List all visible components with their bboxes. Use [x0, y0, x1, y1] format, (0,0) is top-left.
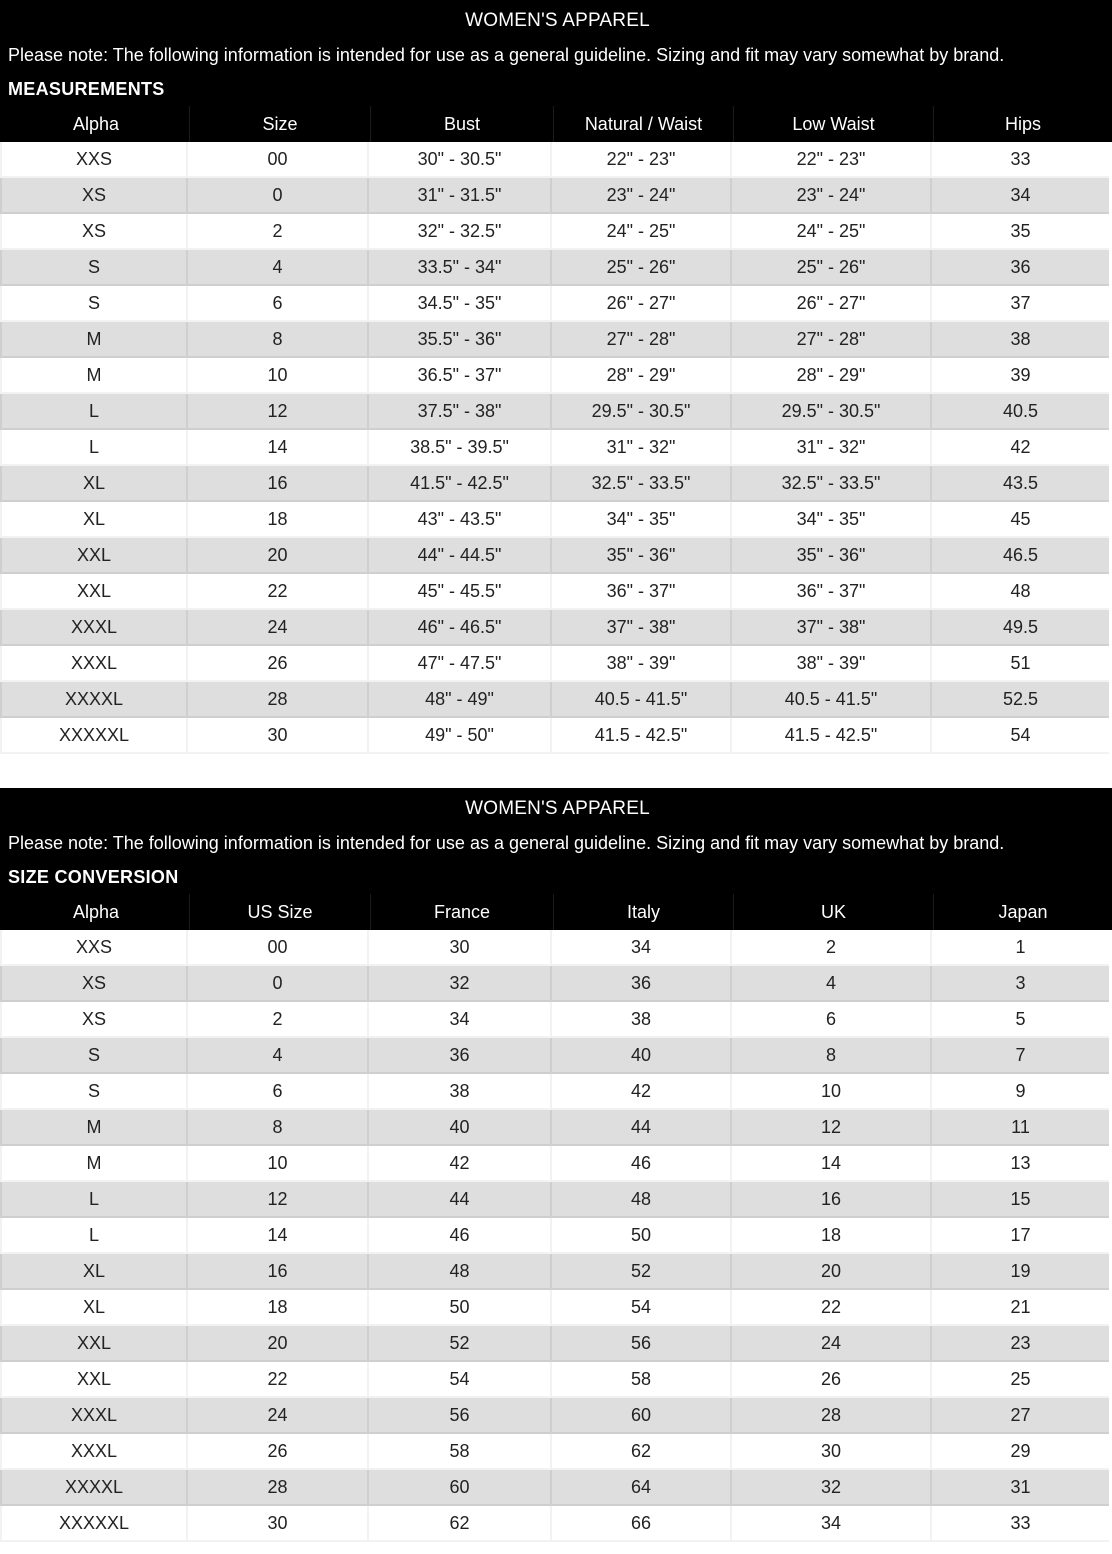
measurements-table-body [0, 142, 1109, 754]
guideline-note-secondary: Please note: The following information is intended for use as a general guideline. Sizing and fit may vary somewhat by brand. [8, 833, 1005, 853]
table-cell: 47" - 47.5" [367, 646, 550, 682]
table-cell: 10 [186, 358, 367, 394]
table-cell: L [0, 1218, 186, 1254]
table-cell: 8 [186, 1110, 367, 1146]
section-label-size-conversion: SIZE CONVERSION [8, 867, 179, 887]
table-cell: XL [0, 1290, 186, 1326]
table-cell: 52 [550, 1254, 730, 1290]
table-cell: 18 [186, 1290, 367, 1326]
table-cell: 40.5 - 41.5" [730, 682, 930, 718]
column-header-hips: Hips [933, 106, 1112, 142]
page-title-secondary: WOMEN'S APPAREL [465, 798, 650, 819]
table-cell: S [0, 1038, 186, 1074]
table-cell: 28 [730, 1398, 930, 1434]
table-cell: L [0, 430, 186, 466]
table-cell: XS [0, 178, 186, 214]
table-row [0, 286, 1109, 322]
table-cell: 22 [186, 574, 367, 610]
table-cell: 54 [367, 1362, 550, 1398]
table-cell: 29.5" - 30.5" [550, 394, 730, 430]
table-cell: 52.5 [930, 682, 1109, 718]
table-cell: L [0, 1182, 186, 1218]
column-header-uk: UK [733, 894, 933, 930]
table-cell: XXXL [0, 646, 186, 682]
table-row [0, 358, 1109, 394]
table-cell: XXL [0, 574, 186, 610]
table-cell: M [0, 1146, 186, 1182]
table-cell: 24 [186, 610, 367, 646]
table-cell: XXL [0, 538, 186, 574]
column-header-us-size: US Size [189, 894, 370, 930]
table-cell: XS [0, 1002, 186, 1038]
column-header-alpha: Alpha [72, 902, 120, 922]
table-cell: XL [0, 502, 186, 538]
table-cell: 46 [367, 1218, 550, 1254]
table-row [0, 1362, 1109, 1398]
table-cell: 24 [730, 1326, 930, 1362]
table-cell: XXL [0, 1326, 186, 1362]
table-cell: 35 [930, 214, 1109, 250]
table-row [0, 1218, 1109, 1254]
table-row [0, 142, 1109, 178]
table-cell: 40 [367, 1110, 550, 1146]
table-cell: 8 [730, 1038, 930, 1074]
guideline-note: Please note: The following information is intended for use as a general guideline. Sizing and fit may vary somewhat by brand. [8, 45, 1005, 65]
table-cell: 31" - 32" [730, 430, 930, 466]
table-row [0, 718, 1109, 754]
table-cell: M [0, 322, 186, 358]
table-cell: 37" - 38" [550, 610, 730, 646]
column-header-bust: Bust [370, 106, 553, 142]
table-cell: XS [0, 966, 186, 1002]
table-cell: 4 [186, 250, 367, 286]
table-cell: 62 [367, 1506, 550, 1542]
table-cell: 17 [930, 1218, 1109, 1254]
table-cell: 9 [930, 1074, 1109, 1110]
table-cell: 20 [186, 538, 367, 574]
table-cell: L [0, 394, 186, 430]
table-cell: 21 [930, 1290, 1109, 1326]
table-cell: XS [0, 214, 186, 250]
table-row [0, 1146, 1109, 1182]
table-cell: XXXL [0, 610, 186, 646]
table-cell: 42 [550, 1074, 730, 1110]
table-cell: 26 [186, 646, 367, 682]
table-row [0, 1002, 1109, 1038]
table-cell: 16 [730, 1182, 930, 1218]
table-cell: 23" - 24" [550, 178, 730, 214]
table-cell: 30 [367, 930, 550, 966]
table-cell: 3 [930, 966, 1109, 1002]
table-cell: 56 [550, 1326, 730, 1362]
table-cell: 4 [186, 1038, 367, 1074]
table-row [0, 1074, 1109, 1110]
table-cell: 60 [550, 1398, 730, 1434]
table-cell: 22" - 23" [550, 142, 730, 178]
table-cell: 26" - 27" [730, 286, 930, 322]
table-cell: 34.5" - 35" [367, 286, 550, 322]
table-cell: 48 [930, 574, 1109, 610]
table-cell: 13 [930, 1146, 1109, 1182]
table-cell: 54 [930, 718, 1109, 754]
table-cell: 34 [730, 1506, 930, 1542]
table-cell: 60 [367, 1470, 550, 1506]
table-cell: 39 [930, 358, 1109, 394]
table-cell: 22 [730, 1290, 930, 1326]
table-row [0, 214, 1109, 250]
table-row [0, 250, 1109, 286]
table-row [0, 502, 1109, 538]
table-cell: 54 [550, 1290, 730, 1326]
table-cell: 48" - 49" [367, 682, 550, 718]
table-cell: 37.5" - 38" [367, 394, 550, 430]
table-row [0, 1326, 1109, 1362]
table-cell: 27 [930, 1398, 1109, 1434]
table-cell: 26" - 27" [550, 286, 730, 322]
table-cell: 36 [367, 1038, 550, 1074]
table-cell: M [0, 1110, 186, 1146]
table-cell: 0 [186, 178, 367, 214]
table-cell: 30 [186, 718, 367, 754]
table-cell: 31 [930, 1470, 1109, 1506]
table-cell: 35" - 36" [730, 538, 930, 574]
table-cell: 32 [730, 1470, 930, 1506]
table-row [0, 1470, 1109, 1506]
table-row [0, 682, 1109, 718]
table-cell: 20 [186, 1326, 367, 1362]
table-cell: 50 [367, 1290, 550, 1326]
table-cell: 16 [186, 466, 367, 502]
measurements-table-block [0, 0, 1112, 754]
table-row [0, 1398, 1109, 1434]
table-row [0, 646, 1109, 682]
table-cell: 26 [186, 1434, 367, 1470]
table-cell: 14 [730, 1146, 930, 1182]
table-cell: 36" - 37" [550, 574, 730, 610]
size-conversion-table-body [0, 930, 1109, 1542]
column-header-france: France [370, 894, 553, 930]
table-cell: 2 [730, 930, 930, 966]
table-cell: 38" - 39" [550, 646, 730, 682]
table-cell: 36 [550, 966, 730, 1002]
table-cell: 00 [186, 930, 367, 966]
table-cell: 19 [930, 1254, 1109, 1290]
column-header-japan: Japan [933, 894, 1112, 930]
table-cell: 48 [550, 1182, 730, 1218]
table-cell: 45 [930, 502, 1109, 538]
table-cell: 44 [367, 1182, 550, 1218]
table-cell: 14 [186, 430, 367, 466]
table-cell: 40.5 [930, 394, 1109, 430]
table-row [0, 1182, 1109, 1218]
table-cell: 10 [730, 1074, 930, 1110]
table-row [0, 574, 1109, 610]
table-cell: 32.5" - 33.5" [550, 466, 730, 502]
table-cell: 22 [186, 1362, 367, 1398]
table-cell: 34 [930, 178, 1109, 214]
table-cell: 43" - 43.5" [367, 502, 550, 538]
table-cell: 38 [367, 1074, 550, 1110]
table-cell: 27" - 28" [730, 322, 930, 358]
column-header-natural-waist: Natural / Waist [553, 106, 733, 142]
table-cell: 28 [186, 1470, 367, 1506]
column-header-size: Size [189, 106, 370, 142]
table-cell: 45" - 45.5" [367, 574, 550, 610]
table-cell: XXXXXL [0, 718, 186, 754]
table-cell: 40 [550, 1038, 730, 1074]
table-cell: 38" - 39" [730, 646, 930, 682]
table-cell: 11 [930, 1110, 1109, 1146]
table-cell: 35" - 36" [550, 538, 730, 574]
table-cell: 30" - 30.5" [367, 142, 550, 178]
table-cell: 36 [930, 250, 1109, 286]
table-cell: M [0, 358, 186, 394]
table-cell: 46 [550, 1146, 730, 1182]
table-cell: 25 [930, 1362, 1109, 1398]
table-cell: 5 [930, 1002, 1109, 1038]
table-cell: 34 [550, 930, 730, 966]
table-cell: 00 [186, 142, 367, 178]
table-cell: 23 [930, 1326, 1109, 1362]
table-cell: 29 [930, 1434, 1109, 1470]
table-cell: XXXXXL [0, 1506, 186, 1542]
table-cell: 51 [930, 646, 1109, 682]
column-header-low-waist: Low Waist [733, 106, 933, 142]
table-cell: 42 [930, 430, 1109, 466]
table-row [0, 610, 1109, 646]
table-cell: 41.5 - 42.5" [550, 718, 730, 754]
table-cell: 24" - 25" [550, 214, 730, 250]
table-cell: 28" - 29" [730, 358, 930, 394]
table-cell: 38 [550, 1002, 730, 1038]
table-cell: 28 [186, 682, 367, 718]
table-cell: 31" - 32" [550, 430, 730, 466]
table-cell: 25" - 26" [730, 250, 930, 286]
table-cell: XXXXL [0, 1470, 186, 1506]
column-header-italy: Italy [553, 894, 733, 930]
table-row [0, 1038, 1109, 1074]
table-cell: 30 [730, 1434, 930, 1470]
table-cell: XL [0, 1254, 186, 1290]
table-cell: 25" - 26" [550, 250, 730, 286]
table-row [0, 1506, 1109, 1542]
table-cell: 2 [186, 214, 367, 250]
table-row [0, 322, 1109, 358]
table-cell: 32.5" - 33.5" [730, 466, 930, 502]
table-cell: XXXL [0, 1434, 186, 1470]
table-cell: 26 [730, 1362, 930, 1398]
table-cell: S [0, 1074, 186, 1110]
table-cell: 46" - 46.5" [367, 610, 550, 646]
table-cell: 58 [550, 1362, 730, 1398]
size-conversion-table-block [0, 788, 1112, 1542]
table-cell: 6 [186, 1074, 367, 1110]
table-row [0, 394, 1109, 430]
table-cell: 38 [930, 322, 1109, 358]
table-cell: 7 [930, 1038, 1109, 1074]
table-cell: 32" - 32.5" [367, 214, 550, 250]
table-cell: 33 [930, 1506, 1109, 1542]
table-cell: 28" - 29" [550, 358, 730, 394]
table-cell: 36.5" - 37" [367, 358, 550, 394]
table-cell: 10 [186, 1146, 367, 1182]
table-cell: 22" - 23" [730, 142, 930, 178]
table-row [0, 466, 1109, 502]
page-title: WOMEN'S APPAREL [465, 10, 650, 31]
table-cell: 18 [186, 502, 367, 538]
table-cell: 34 [367, 1002, 550, 1038]
table-cell: 56 [367, 1398, 550, 1434]
table-cell: 62 [550, 1434, 730, 1470]
size-conversion-table-header [0, 788, 1112, 930]
table-cell: 64 [550, 1470, 730, 1506]
table-cell: 52 [367, 1326, 550, 1362]
table-cell: 6 [730, 1002, 930, 1038]
table-cell: 42 [367, 1146, 550, 1182]
table-cell: 38.5" - 39.5" [367, 430, 550, 466]
table-cell: 44 [550, 1110, 730, 1146]
table-row [0, 930, 1109, 966]
table-cell: S [0, 250, 186, 286]
table-row [0, 430, 1109, 466]
table-cell: 34" - 35" [730, 502, 930, 538]
table-cell: 32 [367, 966, 550, 1002]
table-cell: 14 [186, 1218, 367, 1254]
table-cell: 23" - 24" [730, 178, 930, 214]
table-cell: 6 [186, 286, 367, 322]
table-cell: 4 [730, 966, 930, 1002]
table-cell: 33.5" - 34" [367, 250, 550, 286]
table-cell: 18 [730, 1218, 930, 1254]
table-cell: 20 [730, 1254, 930, 1290]
measurements-table-header [0, 0, 1112, 142]
table-cell: 33 [930, 142, 1109, 178]
table-cell: 40.5 - 41.5" [550, 682, 730, 718]
table-row [0, 1110, 1109, 1146]
table-cell: 31" - 31.5" [367, 178, 550, 214]
table-cell: 37 [930, 286, 1109, 322]
table-cell: 58 [367, 1434, 550, 1470]
table-separator [0, 754, 1112, 788]
table-cell: 16 [186, 1254, 367, 1290]
table-cell: XXS [0, 142, 186, 178]
table-cell: 24 [186, 1398, 367, 1434]
table-cell: 50 [550, 1218, 730, 1254]
table-row [0, 1434, 1109, 1470]
table-cell: 2 [186, 1002, 367, 1038]
table-cell: 41.5" - 42.5" [367, 466, 550, 502]
table-row [0, 1254, 1109, 1290]
section-label-measurements: MEASUREMENTS [8, 79, 165, 99]
table-cell: 27" - 28" [550, 322, 730, 358]
table-cell: 35.5" - 36" [367, 322, 550, 358]
table-cell: 48 [367, 1254, 550, 1290]
table-cell: XXS [0, 930, 186, 966]
table-cell: XXXL [0, 1398, 186, 1434]
table-cell: 37" - 38" [730, 610, 930, 646]
table-cell: 1 [930, 930, 1109, 966]
table-row [0, 1290, 1109, 1326]
table-cell: XXXXL [0, 682, 186, 718]
table-cell: 12 [186, 394, 367, 430]
table-row [0, 966, 1109, 1002]
table-cell: 43.5 [930, 466, 1109, 502]
table-row [0, 178, 1109, 214]
measurements-column-header-row [3, 106, 1112, 142]
table-cell: 49" - 50" [367, 718, 550, 754]
table-cell: 12 [186, 1182, 367, 1218]
table-cell: XL [0, 466, 186, 502]
size-conversion-column-header-row [3, 894, 1112, 930]
table-cell: S [0, 286, 186, 322]
table-cell: 34" - 35" [550, 502, 730, 538]
table-cell: 66 [550, 1506, 730, 1542]
table-cell: XXL [0, 1362, 186, 1398]
column-header-alpha: Alpha [72, 114, 120, 134]
table-cell: 24" - 25" [730, 214, 930, 250]
table-row [0, 538, 1109, 574]
table-cell: 0 [186, 966, 367, 1002]
table-cell: 30 [186, 1506, 367, 1542]
table-cell: 8 [186, 322, 367, 358]
table-cell: 29.5" - 30.5" [730, 394, 930, 430]
table-cell: 41.5 - 42.5" [730, 718, 930, 754]
table-cell: 15 [930, 1182, 1109, 1218]
table-cell: 36" - 37" [730, 574, 930, 610]
table-cell: 46.5 [930, 538, 1109, 574]
table-cell: 12 [730, 1110, 930, 1146]
table-cell: 44" - 44.5" [367, 538, 550, 574]
table-cell: 49.5 [930, 610, 1109, 646]
